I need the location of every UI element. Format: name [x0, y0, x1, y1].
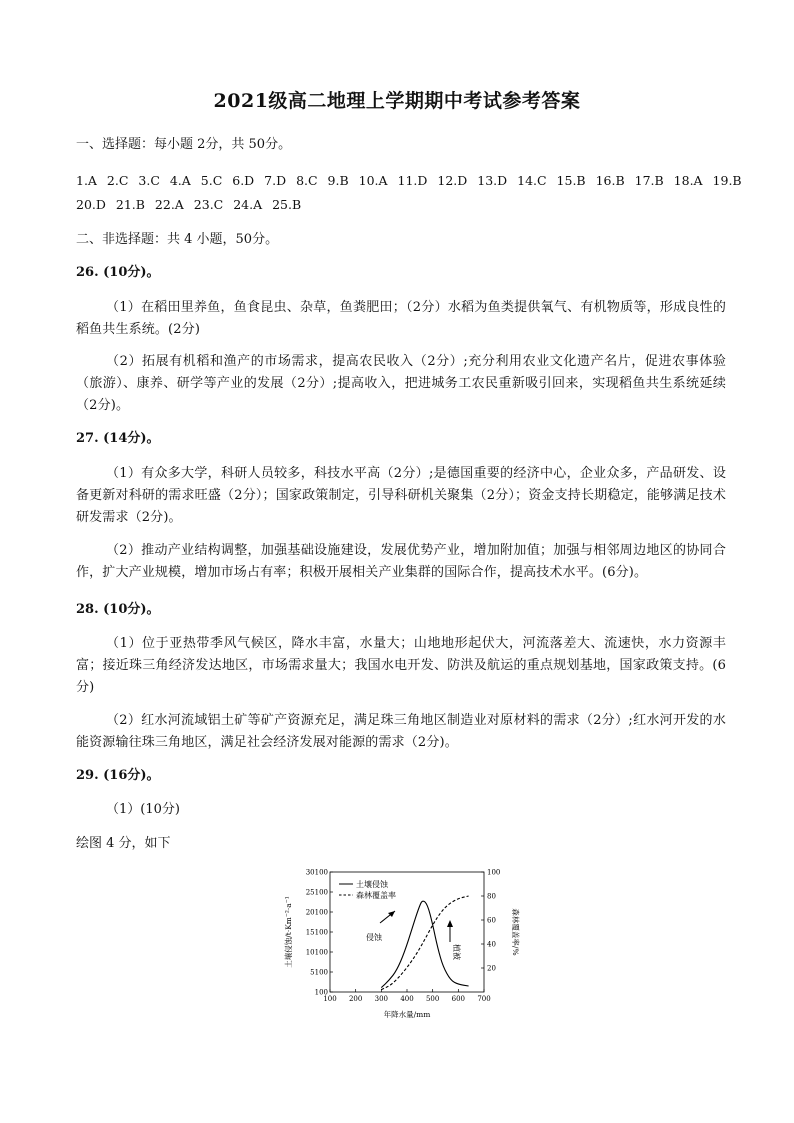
left-tick-label: 30100	[305, 868, 328, 877]
x-tick-label: 100	[323, 995, 337, 1003]
series-line-forest-cover	[381, 896, 468, 990]
plot-frame	[330, 872, 484, 992]
right-tick-label: 60	[487, 916, 496, 925]
page-title: 2021级高二地理上学期期中考试参考答案	[213, 90, 581, 112]
left-tick-label: 20100	[305, 908, 328, 917]
q27-heading: 27. (14分)。	[76, 431, 160, 446]
q28-answer-1: （1）位于亚热带季风气候区，降水丰富，水量大；山地地形起伏大，河流落差大、流速快，水力资源丰富；接近珠三角经济发达地区，市场需求量大；我国水电开发、防洪及航运的重点规划基地，国家政策支持。(6分)	[76, 636, 726, 695]
q29-sub1: （1）(10分)	[106, 802, 180, 817]
q27-answer-2: （2）推动产业结构调整，加强基础设施建设，发展优势产业，增加附加值；加强与相邻周边地区的协同合作，扩大产业规模，增加市场占有率；积极开展相关产业集群的国际合作，提高技术水平。(6分)。	[76, 543, 726, 580]
q28-answer-2: （2）红水河流域铝土矿等矿产资源充足，满足珠三角地区制造业对原材料的需求（2分）;红水河开发的水能资源输往珠三角地区，满足社会经济发展对能源的需求（2分)。	[76, 713, 726, 750]
answers-row-2: 20.D 21.B 22.A 23.C 24.A 25.B	[76, 197, 302, 212]
left-axis-ticks	[306, 869, 333, 997]
left-tick-label: 25100	[305, 888, 328, 897]
q26-answer-2: （2）拓展有机稻和渔产的市场需求，提高农民收入（2分）;充分利用农业文化遗产名片，促进农事体验（旅游）、康养、研学等产业的发展（2分）;提高收入，把进城务工农民重新吸引回来，实现稻鱼共生系统延续（2分)。	[76, 354, 726, 413]
q27-answer-1: （1）有众多大学，科研人员较多，科技水平高（2分）;是德国重要的经济中心，企业众多，产品研发、设备更新对科研的需求旺盛（2分）；国家政策制定，引导科研机关聚集（2分）；资金支持长期稳定，能够满足技术研发需求（2分)。	[76, 466, 726, 525]
x-tick-label: 400	[400, 995, 414, 1003]
right-tick-label: 100	[487, 868, 501, 877]
x-tick-label: 600	[451, 995, 466, 1003]
x-axis-label: 年降水量/mm	[383, 1010, 431, 1019]
right-tick-label: 40	[487, 940, 496, 949]
section2-heading: 二、非选择题：共 4 小题，50分。	[76, 232, 279, 247]
erosion-forest-chart	[282, 862, 522, 1022]
q29-draw-note: 绘图 4 分，如下	[76, 836, 171, 851]
left-tick-label: 5100	[310, 968, 328, 977]
annotation-vegetation: 植被	[452, 944, 461, 960]
legend-label-forest: 森林覆盖率	[356, 891, 396, 900]
left-tick-label: 15100	[305, 928, 328, 937]
annotation-erosion: 侵蚀	[366, 933, 382, 942]
vegetation-arrowhead	[447, 920, 453, 927]
q28-heading: 28. (10分)。	[76, 602, 160, 617]
right-tick-label: 80	[487, 892, 496, 901]
x-axis-ticks	[323, 989, 490, 1003]
q29-heading: 29. (16分)。	[76, 768, 160, 783]
left-axis-label: 土壤侵蚀/t·Km⁻²·a⁻¹	[284, 896, 293, 968]
section1-heading: 一、选择题：每小题 2分，共 50分。	[76, 137, 292, 152]
x-tick-label: 200	[348, 995, 363, 1003]
right-axis-label: 森林覆盖率/%	[511, 908, 520, 956]
left-tick-label: 100	[314, 988, 328, 997]
x-tick-label: 700	[477, 995, 491, 1003]
x-tick-label: 500	[425, 995, 440, 1003]
answers-row-1: 1.A 2.C 3.C 4.A 5.C 6.D 7.D 8.C 9.B 10.A 11.D 12.D 13.D 14.C 15.B 16.B 17.B 18.A 19.B	[76, 173, 742, 188]
legend-label-erosion: 土壤侵蚀	[356, 880, 388, 889]
right-tick-label: 20	[487, 964, 496, 973]
x-tick-label: 300	[374, 995, 389, 1003]
q26-heading: 26. (10分)。	[76, 265, 160, 280]
left-tick-label: 10100	[305, 948, 328, 957]
series-layer	[381, 896, 468, 990]
q26-answer-1: （1）在稻田里养鱼，鱼食昆虫、杂草，鱼粪肥田；（2分）水稻为鱼类提供氧气、有机物质等，形成良性的稻鱼共生系统。(2分)	[76, 300, 726, 337]
